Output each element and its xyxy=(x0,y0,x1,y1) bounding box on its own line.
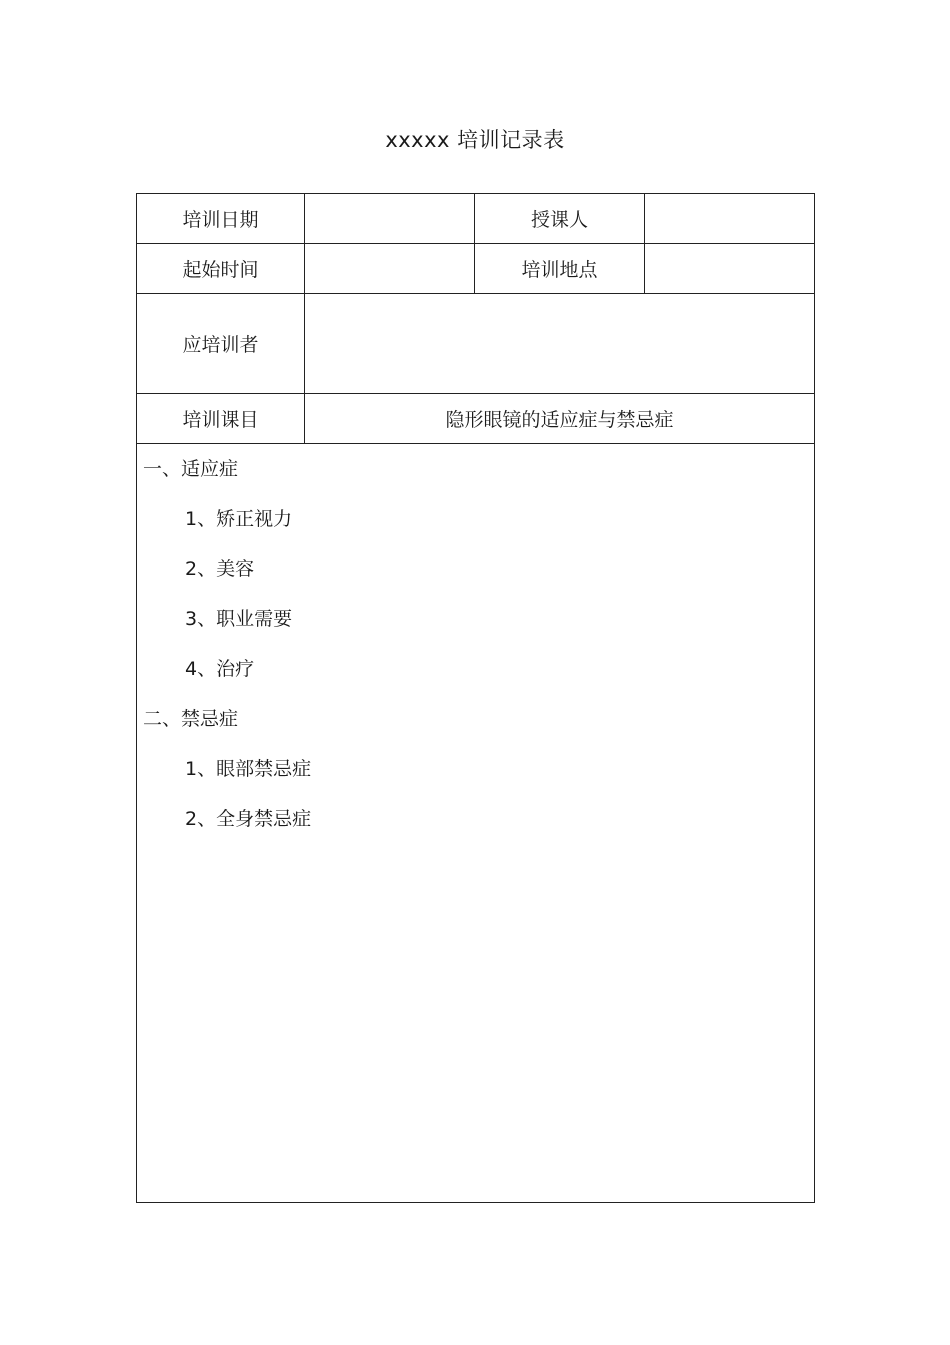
instructor-field[interactable] xyxy=(645,194,815,244)
list-item: 1、矫正视力 xyxy=(185,508,293,530)
row-time-location xyxy=(137,244,815,294)
content-cell xyxy=(137,444,815,1203)
training-date-label: 培训日期 xyxy=(137,194,305,244)
content-body xyxy=(137,444,814,852)
training-record-form xyxy=(136,193,815,1203)
start-time-field[interactable] xyxy=(305,244,475,294)
section-heading-indications: 一、适应症 xyxy=(143,458,239,480)
trainees-label: 应培训者 xyxy=(137,294,305,394)
location-label: 培训地点 xyxy=(475,244,645,294)
trainees-field[interactable] xyxy=(305,294,815,394)
location-field[interactable] xyxy=(645,244,815,294)
subject-label: 培训课目 xyxy=(137,394,305,444)
list-item: 4、治疗 xyxy=(185,658,255,680)
list-item: 2、全身禁忌症 xyxy=(185,808,312,830)
page-title: xxxxx 培训记录表 xyxy=(385,128,565,152)
row-date-instructor xyxy=(137,194,815,244)
section-heading-contraindications: 二、禁忌症 xyxy=(143,708,239,730)
subject-value: 隐形眼镜的适应症与禁忌症 xyxy=(305,394,815,444)
start-time-label: 起始时间 xyxy=(137,244,305,294)
row-subject xyxy=(137,394,815,444)
list-item: 1、眼部禁忌症 xyxy=(185,758,312,780)
instructor-label: 授课人 xyxy=(475,194,645,244)
row-content xyxy=(137,444,815,1203)
row-trainees xyxy=(137,294,815,394)
list-item: 3、职业需要 xyxy=(185,608,293,630)
list-item: 2、美容 xyxy=(185,558,255,580)
training-date-field[interactable] xyxy=(305,194,475,244)
